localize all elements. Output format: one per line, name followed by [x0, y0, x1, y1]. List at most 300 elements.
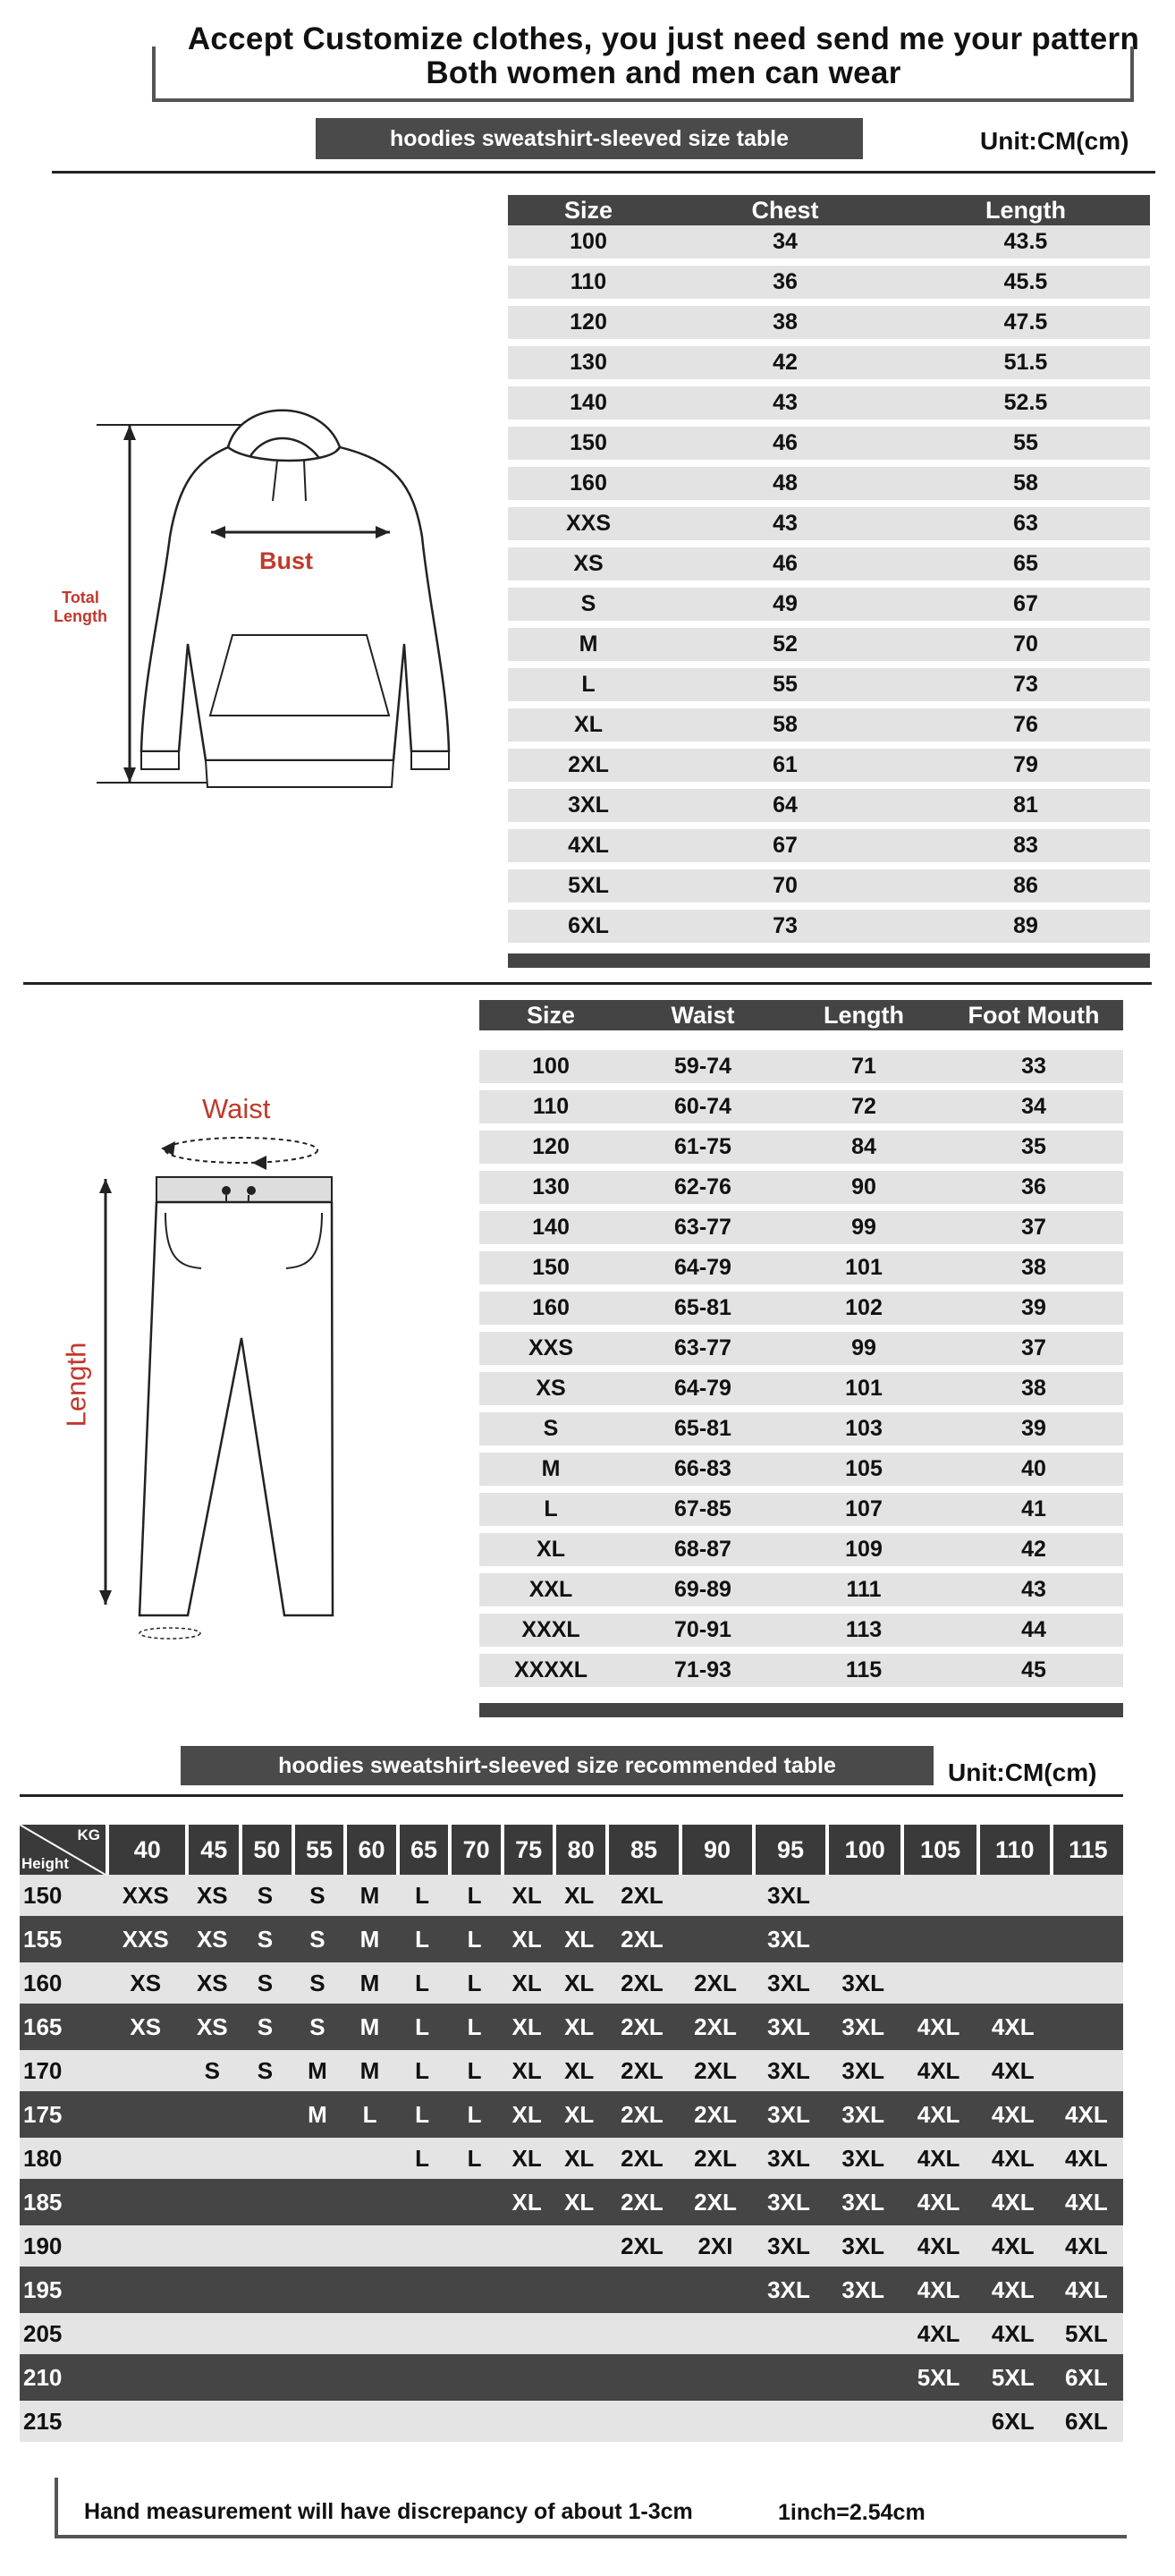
- weight-header: 80: [553, 1825, 605, 1875]
- height-cell: 170: [20, 2050, 106, 2091]
- size-cell: L: [448, 2091, 501, 2138]
- table-cell: 58: [669, 708, 901, 749]
- table-cell: 70: [901, 628, 1150, 668]
- size-cell: XL: [501, 2004, 554, 2050]
- size-cell: [1050, 1875, 1123, 1916]
- table-cell: 130: [479, 1171, 622, 1211]
- size-cell: [106, 2313, 185, 2354]
- table-row: [479, 1533, 1123, 1573]
- table-cell: 46: [669, 547, 901, 588]
- size-cell: 4XL: [976, 2313, 1050, 2354]
- size-cell: S: [292, 1916, 344, 1962]
- size-cell: M: [343, 1916, 396, 1962]
- weight-header: 55: [292, 1825, 344, 1875]
- table-row: [508, 628, 1150, 668]
- size-cell: 2XL: [605, 2225, 679, 2267]
- table-row: [508, 829, 1150, 869]
- table-cell: 101: [783, 1372, 944, 1412]
- table-cell: 101: [783, 1251, 944, 1292]
- size-cell: L: [396, 1962, 449, 2004]
- table-cell: 41: [944, 1493, 1123, 1533]
- size-cell: 4XL: [976, 2225, 1050, 2267]
- size-cell: [106, 2138, 185, 2179]
- table-row: [508, 306, 1150, 346]
- size-cell: [106, 2354, 185, 2401]
- size-cell: [501, 2354, 554, 2401]
- table-cell: 65: [901, 547, 1150, 588]
- table-cell: 71-93: [622, 1654, 783, 1694]
- table-cell: 81: [901, 789, 1150, 829]
- height-cell: 210: [20, 2354, 106, 2401]
- size-cell: [679, 1916, 752, 1962]
- table-cell: 89: [901, 910, 1150, 950]
- size-cell: [185, 2401, 239, 2442]
- table-cell: 43: [669, 386, 901, 427]
- table-cell: 110: [479, 1090, 622, 1131]
- recommend-row: [20, 2138, 1123, 2179]
- table-row: [479, 1332, 1123, 1372]
- divider-top: [52, 171, 1155, 174]
- table-row: [508, 266, 1150, 306]
- size-cell: 3XL: [825, 2179, 900, 2225]
- size-cell: [396, 2225, 449, 2267]
- waist-label: Waist: [202, 1093, 271, 1124]
- table-cell: XXXXL: [479, 1654, 622, 1694]
- size-cell: M: [292, 2091, 344, 2138]
- size-cell: L: [396, 2004, 449, 2050]
- size-cell: 3XL: [825, 1962, 900, 2004]
- size-cell: 4XL: [900, 2138, 976, 2179]
- weight-header: 110: [976, 1825, 1050, 1875]
- size-cell: [106, 2179, 185, 2225]
- size-cell: 4XL: [900, 2050, 976, 2091]
- size-cell: L: [448, 2050, 501, 2091]
- table-cell: 140: [479, 1211, 622, 1251]
- recommend-row: [20, 2004, 1123, 2050]
- size-cell: [396, 2179, 449, 2225]
- size-cell: 3XL: [752, 1916, 825, 1962]
- size-cell: [448, 2313, 501, 2354]
- size-cell: [679, 2401, 752, 2442]
- size-cell: [679, 2267, 752, 2313]
- size-cell: S: [292, 1962, 344, 2004]
- table-cell: 64-79: [622, 1251, 783, 1292]
- size-cell: 2XL: [605, 2138, 679, 2179]
- size-cell: 3XL: [825, 2138, 900, 2179]
- size-cell: [185, 2354, 239, 2401]
- weight-header: 100: [825, 1825, 900, 1875]
- size-cell: S: [292, 1875, 344, 1916]
- divider-middle: [23, 982, 1152, 985]
- size-cell: [1050, 2004, 1123, 2050]
- size-cell: [501, 2401, 554, 2442]
- size-cell: 4XL: [976, 2050, 1050, 2091]
- size-cell: 4XL: [900, 2004, 976, 2050]
- table-cell: XXS: [479, 1332, 622, 1372]
- height-cell: 155: [20, 1916, 106, 1962]
- size-cell: [679, 1875, 752, 1916]
- recommend-row: [20, 2050, 1123, 2091]
- size-cell: XL: [501, 2179, 554, 2225]
- recommend-row: [20, 1962, 1123, 2004]
- hoodie-table-header: [508, 195, 1150, 225]
- table-cell: 100: [508, 225, 669, 266]
- size-cell: XL: [501, 1875, 554, 1916]
- size-cell: [752, 2313, 825, 2354]
- size-cell: S: [239, 1962, 292, 2004]
- table-cell: 113: [783, 1614, 944, 1654]
- table-cell: 67-85: [622, 1493, 783, 1533]
- column-header: Waist: [622, 1000, 783, 1030]
- table-cell: 64-79: [622, 1372, 783, 1412]
- weight-header: 40: [106, 1825, 185, 1875]
- size-cell: L: [448, 1875, 501, 1916]
- table-cell: XXL: [479, 1573, 622, 1614]
- height-cell: 185: [20, 2179, 106, 2225]
- recommend-row: [20, 2225, 1123, 2267]
- table-cell: 52.5: [901, 386, 1150, 427]
- height-cell: 165: [20, 2004, 106, 2050]
- size-cell: [501, 2267, 554, 2313]
- table-cell: 36: [944, 1171, 1123, 1211]
- size-cell: [185, 2179, 239, 2225]
- size-cell: [106, 2050, 185, 2091]
- table-cell: 130: [508, 346, 669, 386]
- weight-header: 90: [679, 1825, 752, 1875]
- table-cell: 34: [944, 1090, 1123, 1131]
- table-cell: 48: [669, 467, 901, 507]
- size-cell: [605, 2313, 679, 2354]
- size-cell: XS: [106, 2004, 185, 2050]
- size-cell: [239, 2138, 292, 2179]
- weight-header: 75: [501, 1825, 554, 1875]
- size-cell: S: [292, 2004, 344, 2050]
- size-cell: 5XL: [976, 2354, 1050, 2401]
- size-cell: [976, 1916, 1050, 1962]
- table-cell: 73: [669, 910, 901, 950]
- size-cell: XL: [553, 2050, 605, 2091]
- size-cell: [343, 2401, 396, 2442]
- table-row: [508, 668, 1150, 708]
- size-cell: XL: [553, 2138, 605, 2179]
- size-cell: L: [448, 2138, 501, 2179]
- size-cell: [976, 1962, 1050, 2004]
- discrepancy-note: Hand measurement will have discrepancy of about 1-3cm: [84, 2499, 693, 2524]
- size-cell: XL: [501, 1916, 554, 1962]
- size-cell: [448, 2267, 501, 2313]
- size-cell: [900, 1962, 976, 2004]
- size-cell: [825, 2313, 900, 2354]
- header-line-1: Accept Customize clothes, you just need send me your pattern: [187, 21, 1140, 56]
- table-row: [508, 507, 1150, 547]
- size-cell: 4XL: [1050, 2091, 1123, 2138]
- size-cell: [292, 2225, 344, 2267]
- size-cell: [239, 2267, 292, 2313]
- size-cell: [343, 2138, 396, 2179]
- pants-length-label: Length: [60, 1342, 92, 1428]
- size-cell: L: [448, 1916, 501, 1962]
- size-cell: 3XL: [752, 2138, 825, 2179]
- size-cell: [106, 2225, 185, 2267]
- size-cell: [825, 2354, 900, 2401]
- size-cell: [1050, 1916, 1123, 1962]
- size-cell: 2XL: [605, 2179, 679, 2225]
- height-cell: 195: [20, 2267, 106, 2313]
- size-cell: 6XL: [976, 2401, 1050, 2442]
- size-cell: [292, 2179, 344, 2225]
- table-cell: XXS: [508, 507, 669, 547]
- size-cell: XS: [185, 1962, 239, 2004]
- table-row: [479, 1131, 1123, 1171]
- table-cell: 35: [944, 1131, 1123, 1171]
- size-cell: 3XL: [752, 1875, 825, 1916]
- size-cell: XS: [106, 1962, 185, 2004]
- table-cell: 99: [783, 1332, 944, 1372]
- size-cell: [679, 2354, 752, 2401]
- size-cell: 2XL: [679, 2091, 752, 2138]
- size-cell: L: [396, 2050, 449, 2091]
- size-cell: [752, 2354, 825, 2401]
- size-cell: 2XL: [679, 2004, 752, 2050]
- size-cell: [239, 2401, 292, 2442]
- size-cell: [825, 1875, 900, 1916]
- size-cell: L: [396, 2091, 449, 2138]
- size-cell: L: [396, 2138, 449, 2179]
- size-cell: [448, 2401, 501, 2442]
- size-cell: 4XL: [976, 2004, 1050, 2050]
- table-cell: 6XL: [508, 910, 669, 950]
- table-row: [508, 708, 1150, 749]
- table-cell: 55: [669, 668, 901, 708]
- table-row: [479, 1573, 1123, 1614]
- size-cell: M: [343, 1875, 396, 1916]
- size-cell: XXS: [106, 1916, 185, 1962]
- table-cell: XS: [508, 547, 669, 588]
- table-row: [479, 1372, 1123, 1412]
- height-cell: 190: [20, 2225, 106, 2267]
- table-cell: 107: [783, 1493, 944, 1533]
- size-cell: 2XL: [679, 2050, 752, 2091]
- table-row: [508, 789, 1150, 829]
- size-cell: [605, 2401, 679, 2442]
- size-cell: XL: [553, 2004, 605, 2050]
- divider-bottom: [20, 1794, 1123, 1797]
- table-cell: 140: [508, 386, 669, 427]
- weight-header: 65: [396, 1825, 449, 1875]
- weight-header: 50: [239, 1825, 292, 1875]
- size-cell: S: [239, 2050, 292, 2091]
- size-cell: 3XL: [825, 2267, 900, 2313]
- column-header: Foot Mouth: [944, 1000, 1123, 1030]
- table-cell: 67: [669, 829, 901, 869]
- size-cell: [185, 2138, 239, 2179]
- size-cell: 2XL: [605, 1916, 679, 1962]
- table-row: [479, 1412, 1123, 1453]
- size-cell: 4XL: [900, 2091, 976, 2138]
- recommend-row: [20, 2354, 1123, 2401]
- size-cell: [752, 2401, 825, 2442]
- table-cell: 49: [669, 588, 901, 628]
- hoodie-table-title: hoodies sweatshirt-sleeved size table: [316, 118, 863, 159]
- size-cell: L: [396, 1875, 449, 1916]
- pants-table-footer-bar: [479, 1703, 1123, 1717]
- size-cell: 4XL: [1050, 2225, 1123, 2267]
- table-cell: 63-77: [622, 1211, 783, 1251]
- table-cell: 4XL: [508, 829, 669, 869]
- pants-size-table: [479, 1000, 1123, 1694]
- size-cell: [239, 2354, 292, 2401]
- table-cell: S: [479, 1412, 622, 1453]
- table-cell: 68-87: [622, 1533, 783, 1573]
- table-row: [508, 346, 1150, 386]
- size-cell: S: [239, 1916, 292, 1962]
- height-cell: 160: [20, 1962, 106, 2004]
- header-bracket: [152, 47, 1134, 102]
- table-cell: 65-81: [622, 1412, 783, 1453]
- size-cell: 2XL: [605, 1962, 679, 2004]
- table-cell: 111: [783, 1573, 944, 1614]
- size-cell: XL: [501, 2050, 554, 2091]
- size-cell: L: [343, 2091, 396, 2138]
- recommend-row: [20, 2091, 1123, 2138]
- table-cell: 72: [783, 1090, 944, 1131]
- table-row: [479, 1493, 1123, 1533]
- table-cell: 37: [944, 1211, 1123, 1251]
- size-cell: [292, 2267, 344, 2313]
- table-cell: 39: [944, 1412, 1123, 1453]
- size-cell: 2XL: [605, 1875, 679, 1916]
- size-cell: [553, 2267, 605, 2313]
- size-cell: L: [396, 1916, 449, 1962]
- table-cell: 66-83: [622, 1453, 783, 1493]
- size-cell: XS: [185, 2004, 239, 2050]
- size-cell: 5XL: [900, 2354, 976, 2401]
- pants-diagram: [54, 1123, 358, 1642]
- table-cell: 69-89: [622, 1573, 783, 1614]
- table-row: [508, 869, 1150, 910]
- table-row: [508, 910, 1150, 950]
- size-cell: [825, 2401, 900, 2442]
- size-cell: 4XL: [976, 2091, 1050, 2138]
- table-row: [479, 1453, 1123, 1493]
- size-cell: [106, 2401, 185, 2442]
- size-cell: [185, 2091, 239, 2138]
- table-cell: 160: [479, 1292, 622, 1332]
- recommend-table-title: hoodies sweatshirt-sleeved size recommended table: [181, 1746, 934, 1785]
- table-cell: 63-77: [622, 1332, 783, 1372]
- table-cell: 3XL: [508, 789, 669, 829]
- table-cell: XL: [508, 708, 669, 749]
- weight-header: 60: [343, 1825, 396, 1875]
- size-cell: M: [343, 2050, 396, 2091]
- table-row: [479, 1251, 1123, 1292]
- table-cell: 34: [669, 225, 901, 266]
- size-cell: 2XL: [679, 2138, 752, 2179]
- table-cell: 42: [669, 346, 901, 386]
- recommend-unit-label: Unit:CM(cm): [948, 1758, 1097, 1786]
- size-cell: M: [343, 2004, 396, 2050]
- table-cell: 55: [901, 427, 1150, 467]
- column-header: Size: [508, 195, 669, 225]
- size-cell: 3XL: [752, 1962, 825, 2004]
- size-cell: XL: [553, 1916, 605, 1962]
- table-cell: S: [508, 588, 669, 628]
- table-cell: 60-74: [622, 1090, 783, 1131]
- size-cell: XL: [553, 1875, 605, 1916]
- table-cell: 43: [944, 1573, 1123, 1614]
- corner-kg-label: KG: [77, 1826, 100, 1843]
- size-cell: [501, 2225, 554, 2267]
- table-cell: 2XL: [508, 749, 669, 789]
- size-cell: [292, 2138, 344, 2179]
- table-cell: 110: [508, 266, 669, 306]
- size-cell: [553, 2225, 605, 2267]
- height-cell: 175: [20, 2091, 106, 2138]
- size-cell: [553, 2313, 605, 2354]
- size-cell: [976, 1875, 1050, 1916]
- hoodie-diagram: [36, 376, 483, 796]
- corner-diagonal: [20, 1825, 106, 1875]
- size-cell: 4XL: [976, 2267, 1050, 2313]
- table-cell: 70-91: [622, 1614, 783, 1654]
- weight-header: 85: [605, 1825, 679, 1875]
- size-cell: [605, 2267, 679, 2313]
- size-cell: 5XL: [1050, 2313, 1123, 2354]
- recommend-row: [20, 2401, 1123, 2442]
- height-cell: 205: [20, 2313, 106, 2354]
- size-cell: 4XL: [976, 2179, 1050, 2225]
- size-cell: [185, 2267, 239, 2313]
- size-cell: 2XI: [679, 2225, 752, 2267]
- table-cell: XL: [479, 1533, 622, 1573]
- size-cell: XS: [185, 1875, 239, 1916]
- size-cell: [343, 2179, 396, 2225]
- table-cell: 58: [901, 467, 1150, 507]
- size-cell: [343, 2313, 396, 2354]
- size-cell: [825, 1916, 900, 1962]
- table-cell: 61: [669, 749, 901, 789]
- size-cell: 4XL: [900, 2313, 976, 2354]
- size-cell: [292, 2354, 344, 2401]
- recommend-row: [20, 2179, 1123, 2225]
- table-cell: 39: [944, 1292, 1123, 1332]
- table-cell: M: [508, 628, 669, 668]
- recommend-corner-cell: [20, 1825, 106, 1875]
- size-cell: [239, 2313, 292, 2354]
- size-cell: [396, 2313, 449, 2354]
- table-cell: 70: [669, 869, 901, 910]
- table-cell: L: [508, 668, 669, 708]
- size-cell: 3XL: [752, 2004, 825, 2050]
- table-cell: 100: [479, 1030, 622, 1090]
- height-cell: 180: [20, 2138, 106, 2179]
- table-cell: 99: [783, 1211, 944, 1251]
- table-cell: 83: [901, 829, 1150, 869]
- recommend-row: [20, 2313, 1123, 2354]
- hoodie-table-footer-bar: [508, 953, 1150, 968]
- table-row: [508, 386, 1150, 427]
- table-row: [479, 1654, 1123, 1694]
- size-cell: [501, 2313, 554, 2354]
- table-row: [508, 547, 1150, 588]
- size-cell: XL: [553, 2091, 605, 2138]
- size-cell: [605, 2354, 679, 2401]
- size-cell: XL: [501, 1962, 554, 2004]
- size-cell: 2XL: [679, 2179, 752, 2225]
- size-cell: [448, 2225, 501, 2267]
- table-cell: 90: [783, 1171, 944, 1211]
- table-cell: 120: [479, 1131, 622, 1171]
